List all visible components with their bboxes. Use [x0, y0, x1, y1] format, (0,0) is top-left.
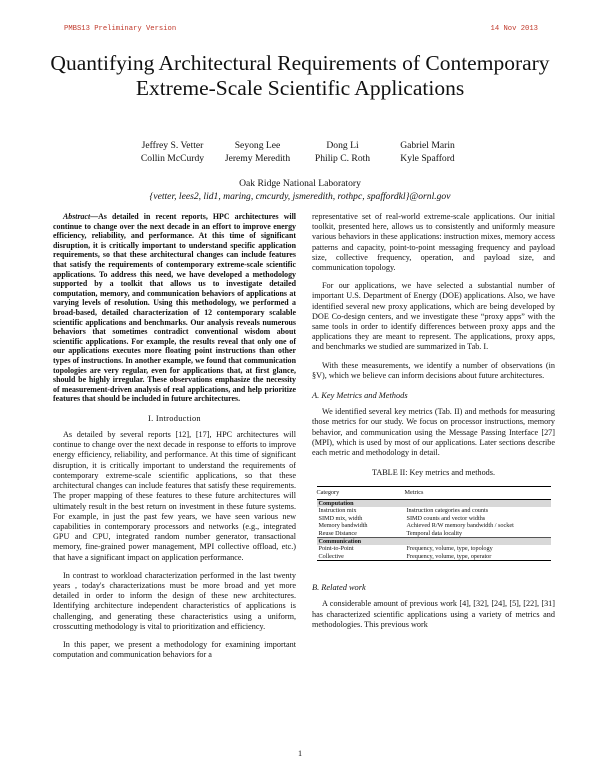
- author-name: Kyle Spafford: [400, 152, 455, 164]
- table-cell: Collective: [317, 553, 405, 561]
- abstract-text: —As detailed in recent reports, HPC architectures will continue to change over the next decade in an effort to improve energy efficiency, reliability, and performance. At this time of significant disruption, it is critically important to understand specific application requirements, so that these architectural changes can include features that satisfy the requirements of contemporary extreme-scale scientific applications. To address this need, we have developed a methodology supported by a toolkit that allows us to investigate detailed computation, memory, and communication behaviors of applications at varying levels of resolution. Using this methodology, we performed a broad-based, detailed characterization of 12 contemporary scalable scientific applications and benchmarks. Our analysis reveals numerous behaviors that sometimes contradict conventional wisdom about scientific applications. For example, the results reveal that only one of our applications executes more floating point instructions than other types of instructions. In another example, we found that communication topologies are very regular, even for applications that, at first glance, should be highly irregular. These observations emphasize the necessity of measurement-driven analysis of real applications, and help prioritize features that should be included in future architectures.: [53, 212, 296, 404]
- table-row: [317, 522, 551, 529]
- paragraph: In contrast to workload characterization performed in the last twenty years , today's characterizations must be more broad and yet more detailed in order to inform the design of these new architectures. Identifying architecture independent characteristics of applications is challenging, and generating these characteristics using a uniform, crosscutting methodology is vital to prioritization and efficiency.: [53, 570, 296, 631]
- table-cell: Frequency, volume, type, operator: [405, 553, 551, 561]
- abstract: [53, 212, 296, 404]
- author-emails: {vetter, lees2, lid1, maring, cmcurdy, jsmeredith, rothpc, spaffordkl}@ornl.gov: [149, 190, 451, 202]
- running-header-left: PMBS13 Preliminary Version: [64, 25, 177, 33]
- table-row: [317, 545, 551, 552]
- paragraph: representative set of real-world extreme-scale applications. Our initial toolkit, presented here, allows us to consistently and uniformly measure various behaviors in these applications: instruction mixes, memory access patterns and capacity, point-to-point messaging frequency and payload size, collective frequency, operation, and payload size, and communication topology.: [312, 212, 555, 273]
- paragraph: In this paper, we present a methodology for examining important computation and communication behaviors for a: [53, 639, 296, 660]
- page-number: 1: [297, 749, 303, 758]
- table-cell: Memory bandwidth: [318, 522, 368, 530]
- table-group-label: Computation: [317, 499, 551, 507]
- paragraph: We identified several key metrics (Tab. II) and methods for measuring those metrics for our study. We focus on processor instructions, memory behavior, and communication using the Message Passing Interface [27] (MPI), which is used by most of our applications. Later sections describe each metric and methodology in detail.: [312, 407, 555, 458]
- table-row: [317, 515, 551, 522]
- table-row: [317, 507, 551, 514]
- author-name: Seyong Lee: [234, 140, 281, 151]
- abstract-label: Abstract: [63, 212, 91, 221]
- affiliation: Oak Ridge National Laboratory: [239, 178, 361, 189]
- table-cell: Instruction categories and counts: [406, 507, 489, 515]
- running-header-right: 14 Nov 2013: [490, 25, 538, 33]
- author-name: Philip C. Roth: [314, 152, 371, 164]
- paragraph: With these measurements, we identify a number of observations (in §V), which we believe can inform decisions about future architectures.: [312, 360, 555, 380]
- table-row: [317, 530, 551, 538]
- table-group-label: Communication: [317, 537, 551, 545]
- author-name: Collin McCurdy: [140, 152, 205, 164]
- table-cell: Point-to-Point: [318, 545, 354, 553]
- table-cell: Instruction mix: [318, 507, 357, 515]
- right-column: [312, 212, 555, 638]
- author-name: Jeffrey S. Vetter: [141, 140, 204, 151]
- table-caption: TABLE II: Key metrics and methods.: [371, 468, 496, 478]
- table-cell: SIMD counts and vector widths: [406, 514, 486, 522]
- author-name: Dong Li: [326, 140, 359, 151]
- paragraph: As detailed by several reports [12], [17], HPC architectures will continue to change over the next decade in response to efforts to improve energy efficiency, reliability, and performance. At this time of significant disruption, it is critically important to understand the requirements of contemporary extreme-scale scientific applications, so that these architectural changes can include features that satisfy these requirements. The proper mapping of these features to these future architectures will ultimately result in the best return on investment in these future systems. For example, in just the past few years, we have seen various new capabilities in contemporary processors and networks (e.g., integrated GPU and CPU, integrated random number generator, transactional memory, fine-grained power management, MPI collective offload, etc.) that have a significant impact on application performance.: [53, 430, 296, 562]
- subsection-heading-key-metrics: A. Key Metrics and Methods: [312, 391, 408, 401]
- table-row: [317, 553, 551, 561]
- paper-title: Quantifying Architectural Requirements of Contemporary Extreme-Scale Scientific Applications: [50, 51, 550, 100]
- table-cell: Achieved R/W memory bandwidth / socket: [406, 522, 514, 530]
- table-group-row: [317, 537, 551, 545]
- table-header-category: Category: [317, 487, 405, 499]
- table-cell: SIMD mix, width: [318, 514, 363, 522]
- paragraph: A considerable amount of previous work [4], [32], [24], [5], [22], [31] has characterized scientific applications using a variety of metrics and methodologies. This previous work: [312, 599, 555, 629]
- table-cell: Frequency, volume, type, topology: [406, 545, 493, 553]
- affiliation-block: [40, 178, 560, 203]
- table-cell: Temporal data locality: [406, 529, 463, 537]
- section-heading-introduction: I. Introduction: [148, 413, 201, 423]
- table-header-metrics: Metrics: [405, 487, 551, 499]
- author-list: [130, 140, 470, 165]
- metrics-table: [317, 486, 551, 561]
- subsection-heading-related-work: B. Related work: [312, 583, 366, 593]
- table-group-row: [317, 499, 551, 507]
- table-cell: Reuse Distance: [318, 529, 357, 537]
- paragraph: For our applications, we have selected a substantial number of important U.S. Department of Energy (DOE) applications. Also, we have identified several new proxy applications, which are being developed by DOE Co-design centers, and we investigate these “proxy apps” with the same tools in order to identify differences between proxy apps and the applications they are meant to represent. The applications, proxy apps, and benchmarks we studied are summarized in Tab. I.: [312, 281, 555, 352]
- author-name: Gabriel Marin: [400, 140, 455, 151]
- left-column: [53, 212, 296, 668]
- author-name: Jeremy Meredith: [224, 152, 291, 164]
